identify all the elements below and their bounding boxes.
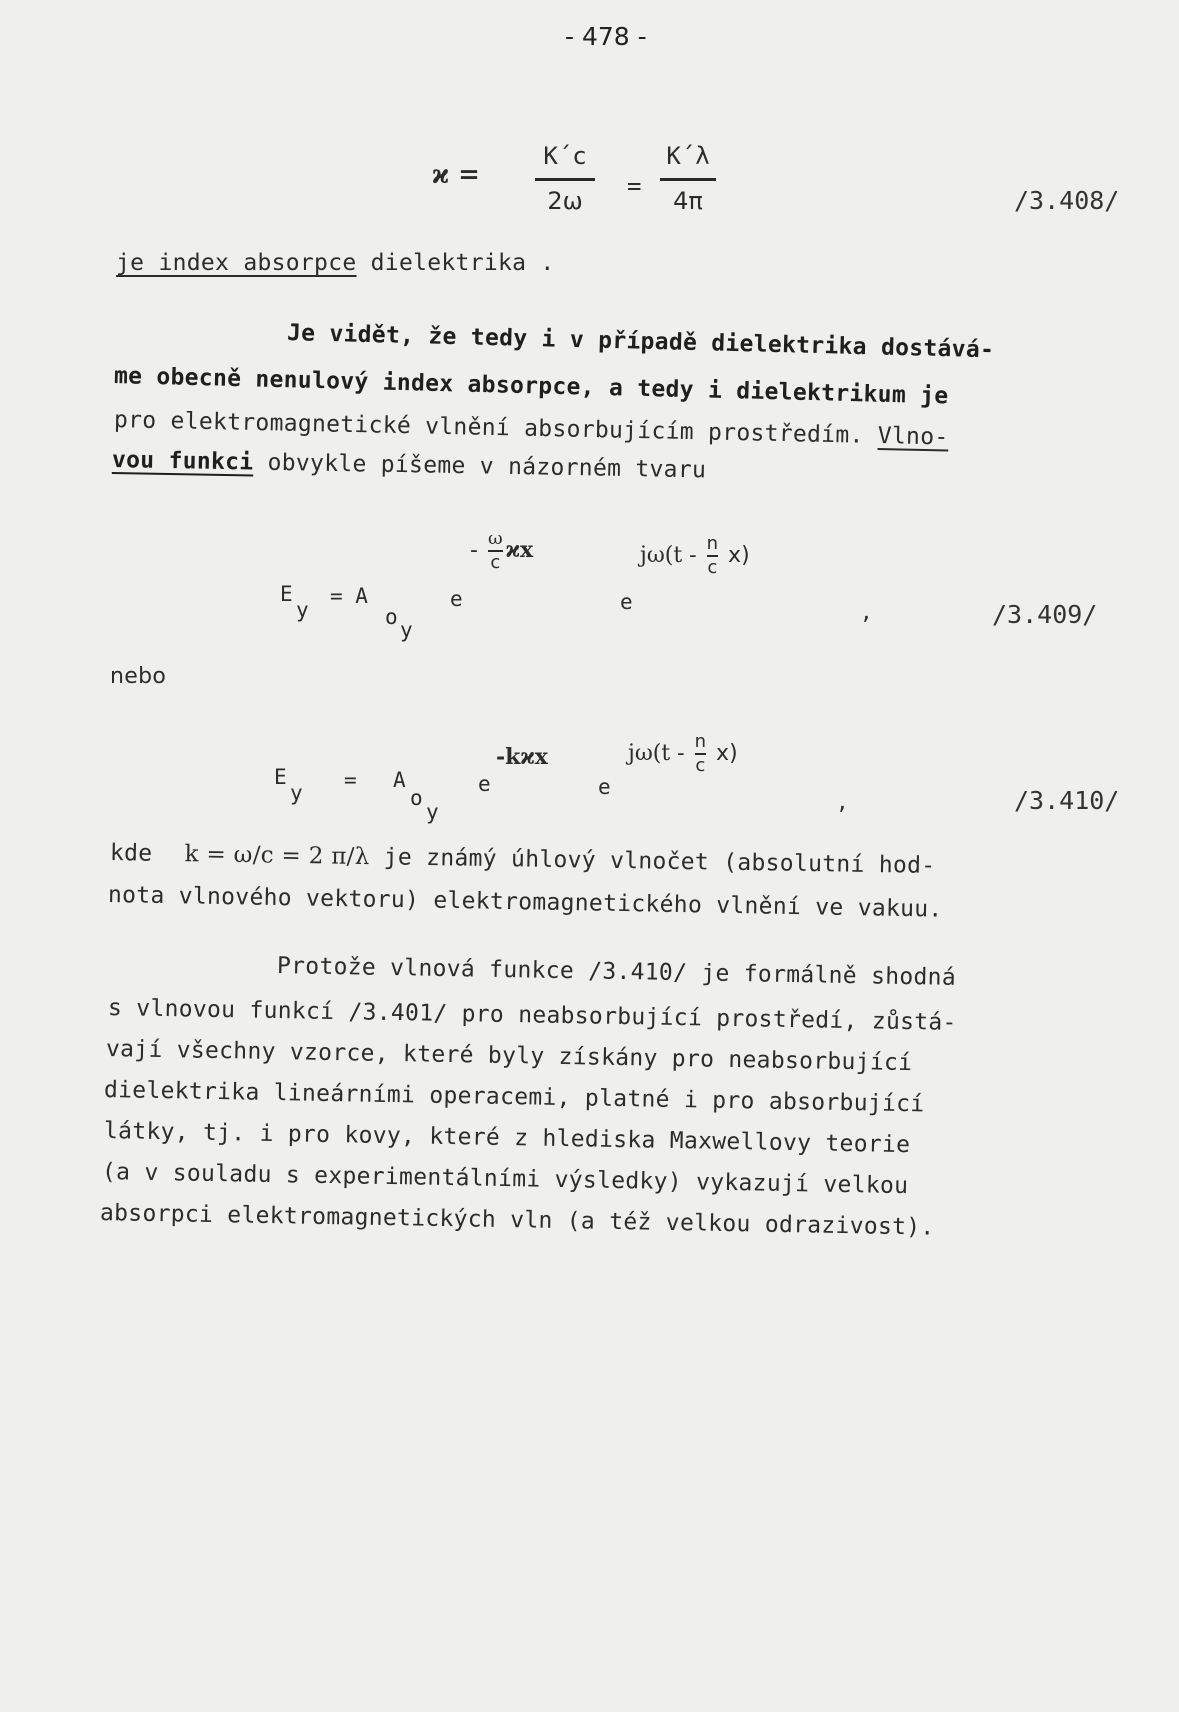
- frac1-bar: [535, 178, 595, 181]
- para2-line6: (a v souladu s experimentálními výsledky) vykazují velkou: [101, 1159, 909, 1200]
- exp2-num: n: [706, 533, 719, 554]
- para2-line2: s vlnovou funkcí /3.401/ pro neabsorbující prostředí, zůstá-: [107, 995, 957, 1036]
- page-number: - 478 -: [565, 22, 647, 51]
- eq410-A-subsub: y: [426, 800, 439, 824]
- para1-line4-text: obvykle píšeme v názorném tvaru: [253, 449, 707, 484]
- eq410-A-sub: o: [410, 786, 423, 810]
- eq409-exponent2: [640, 535, 750, 577]
- eq409-e2: e: [620, 590, 633, 614]
- frac2-numerator: K´λ: [666, 142, 710, 170]
- para2-line4: dielektrika lineárními operacemi, platné i pro absorbující: [103, 1077, 925, 1118]
- para2-line1: Protože vlnová funkce /3.410/ je formálně shodná: [276, 953, 957, 991]
- eq410-A: A: [393, 768, 406, 792]
- exp2-post: x): [716, 741, 738, 766]
- kde-word: kde: [109, 840, 153, 867]
- exp1-tail: ϰx: [505, 537, 534, 563]
- para1-line3: [114, 407, 949, 450]
- eq410-equals: =: [344, 768, 357, 792]
- para2-line5: látky, tj. i pro kovy, které z hlediska Maxwellovy teorie: [103, 1118, 911, 1159]
- underlined-term: je index absorpce: [116, 250, 357, 276]
- eq409-exponent1: [470, 530, 533, 572]
- exp2-fraction: [695, 733, 706, 775]
- equation-label-3-408: /3.408/: [1014, 186, 1120, 215]
- para1-line2: me obecně nenulový index absorpce, a tedy i dielektrikum je: [113, 363, 949, 410]
- kde-formula: k = ω/c = 2 π/λ: [184, 841, 370, 871]
- equation-label-3-410: /3.410/: [1014, 786, 1120, 815]
- exp1-num: ω: [487, 528, 503, 549]
- eq409-A-subsub: y: [400, 618, 413, 642]
- eq410-E-sub: y: [290, 781, 303, 805]
- exp2-post: x): [728, 543, 750, 568]
- exp2-den: c: [707, 557, 718, 578]
- exp1-den: c: [490, 552, 501, 573]
- kappa-lhs: ϰ =: [432, 160, 480, 190]
- equals-sign: =: [627, 172, 642, 200]
- exp1-fraction: [488, 530, 503, 572]
- kde-rest: je známý úhlový vlnočet (absolutní hod-: [369, 844, 936, 879]
- eq409-comma: ,: [860, 600, 873, 624]
- eq409-lhs: [280, 582, 293, 606]
- eq410-exponent1: -kϰx: [496, 744, 548, 770]
- frac1-numerator: K´c: [543, 142, 587, 170]
- equation-label-3-409: /3.409/: [992, 600, 1098, 629]
- eq410-e2: e: [598, 775, 611, 799]
- para1-line3-text: pro elektromagnetické vlnění absorbujícím prostředím.: [113, 407, 879, 449]
- para1-line4: [112, 447, 707, 483]
- exp2-pre: jω(t -: [640, 543, 697, 568]
- text-line-index-absorpce: [116, 250, 555, 276]
- eq410-comma: ,: [836, 790, 849, 814]
- nebo-text: nebo: [110, 664, 167, 689]
- para1-line3-underlined: Vlno-: [877, 423, 949, 451]
- eq409-lhs-sub: y: [296, 598, 309, 622]
- kde-line1: [110, 840, 936, 879]
- fraction-klambda-4pi: [660, 142, 716, 215]
- para1-line1: Je vidět, že tedy i v případě dielektrika dostává-: [286, 320, 995, 364]
- exp2-num: n: [694, 731, 707, 752]
- frac2-denominator: 4π: [673, 187, 703, 215]
- eq410-exponent2: [628, 733, 738, 775]
- exp2-fraction: [707, 535, 718, 577]
- para2-line7: absorpci elektromagnetických vln (a též velkou odrazivost).: [99, 1200, 935, 1241]
- para2-line3: vají všechny vzorce, které byly získány pro neabsorbující: [105, 1036, 913, 1077]
- frac1-denominator: 2ω: [547, 187, 583, 215]
- frac2-bar: [660, 178, 716, 181]
- exp2-den: c: [695, 755, 706, 776]
- eq409-A-sub: o: [385, 605, 398, 629]
- exp2-pre: jω(t -: [628, 741, 685, 766]
- eq409-equals-A: = A: [330, 584, 368, 608]
- kde-line2: nota vlnového vektoru) elektromagnetického vlnění ve vakuu.: [107, 882, 943, 923]
- text-rest: dielektrika .: [356, 250, 555, 276]
- eq410-E: E: [274, 765, 287, 789]
- eq409-e1: e: [450, 587, 463, 611]
- eq410-e1: e: [478, 772, 491, 796]
- para1-line4-underlined: vou funkci: [111, 447, 254, 476]
- fraction-kc-2omega: [535, 142, 595, 215]
- eq409-E: E: [280, 582, 293, 606]
- exp1-minus: -: [470, 538, 478, 563]
